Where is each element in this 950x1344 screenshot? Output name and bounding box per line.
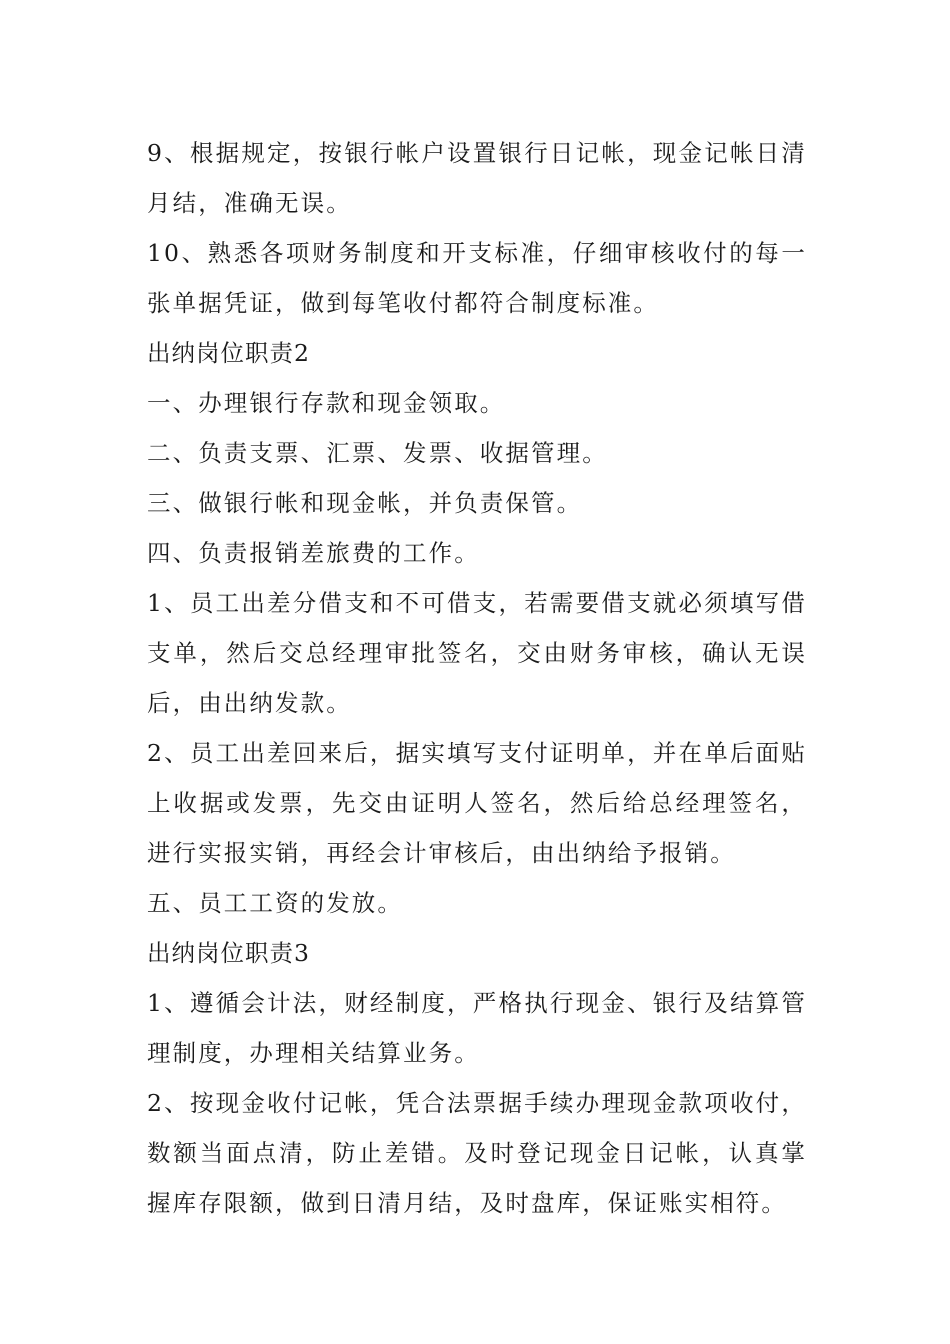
paragraph-duty-5: 五、员工工资的发放。 bbox=[147, 889, 403, 917]
paragraph-duty-2: 二、负责支票、汇票、发票、收据管理。 bbox=[147, 439, 608, 467]
paragraph-duty-4: 四、负责报销差旅费的工作。 bbox=[147, 539, 480, 567]
section-heading-2: 出纳岗位职责2 bbox=[147, 339, 310, 367]
paragraph-duty-4-item-1: 1、员工出差分借支和不可借支，若需要借支就必须填写借支单，然后交总经理审批签名，交由财务审核，确认无误后，由出纳发款。 bbox=[147, 589, 807, 717]
paragraph-duty-1: 一、办理银行存款和现金领取。 bbox=[147, 389, 506, 417]
paragraph-item-9: 9、根据规定，按银行帐户设置银行日记帐，现金记帐日清月结，准确无误。 bbox=[147, 139, 807, 217]
paragraph-duty-4-item-2: 2、员工出差回来后，据实填写支付证明单，并在单后面贴上收据或发票，先交由证明人签名，然后给总经理签名，进行实报实销，再经会计审核后，由出纳给予报销。 bbox=[147, 739, 807, 867]
section-heading-3: 出纳岗位职责3 bbox=[147, 939, 310, 967]
paragraph-section3-item-1: 1、遵循会计法，财经制度，严格执行现金、银行及结算管理制度，办理相关结算业务。 bbox=[147, 989, 807, 1067]
document-body bbox=[147, 128, 807, 1228]
paragraph-duty-3: 三、做银行帐和现金帐，并负责保管。 bbox=[147, 489, 583, 517]
paragraph-item-10: 10、熟悉各项财务制度和开支标准，仔细审核收付的每一张单据凭证，做到每笔收付都符合制度标准。 bbox=[147, 239, 807, 317]
paragraph-section3-item-2: 2、按现金收付记帐，凭合法票据手续办理现金款项收付，数额当面点清，防止差错。及时登记现金日记帐，认真掌握库存限额，做到日清月结，及时盘库，保证账实相符。 bbox=[147, 1089, 807, 1217]
